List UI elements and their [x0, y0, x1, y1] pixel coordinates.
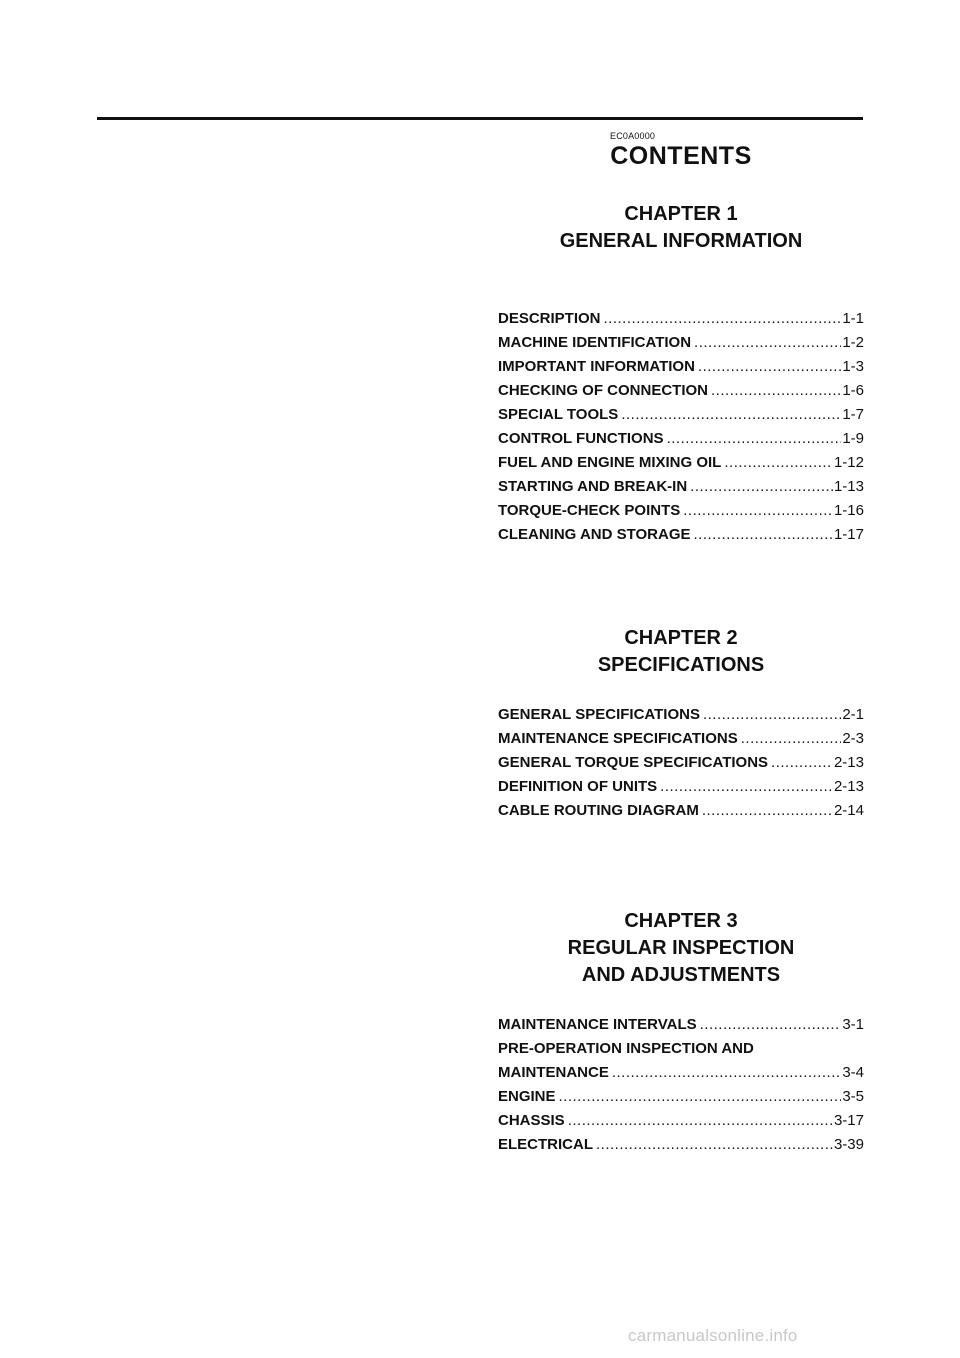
section-code: EC0A0000: [610, 131, 656, 141]
toc-entry-page: 2-3: [842, 730, 864, 747]
toc-entry-title: MACHINE IDENTIFICATION: [498, 334, 692, 351]
toc-leader: [596, 1136, 833, 1154]
toc-entry-title: FUEL AND ENGINE MIXING OIL: [498, 454, 722, 471]
toc-entry-title: MAINTENANCE SPECIFICATIONS: [498, 730, 738, 747]
toc-entry-page: 1-16: [833, 502, 864, 519]
toc-leader: [559, 1088, 842, 1106]
toc-entry[interactable]: [498, 448, 864, 472]
toc-entry-title: CHECKING OF CONNECTION: [498, 382, 708, 399]
toc-entry-page: 2-13: [833, 754, 864, 771]
toc-leader: [702, 802, 833, 820]
toc-entry-page: 1-6: [842, 382, 864, 399]
toc-entry-title: TORQUE-CHECK POINTS: [498, 502, 681, 519]
toc-entry[interactable]: [498, 352, 864, 376]
chapter-3-toc: [498, 1010, 864, 1154]
toc-entry-page: 2-1: [842, 706, 864, 723]
toc-entry[interactable]: [498, 328, 864, 352]
toc-entry-title: CLEANING AND STORAGE: [498, 526, 691, 543]
toc-entry-page: 3-4: [842, 1064, 864, 1081]
toc-entry-page: 1-3: [842, 358, 864, 375]
toc-entry-title: ENGINE: [498, 1088, 556, 1105]
toc-entry[interactable]: [498, 1130, 864, 1154]
toc-entry-page: 3-39: [833, 1136, 864, 1153]
toc-entry-page: 3-17: [833, 1112, 864, 1129]
toc-entry-title: DEFINITION OF UNITS: [498, 778, 658, 795]
toc-entry[interactable]: [498, 472, 864, 496]
toc-entry-title: PRE-OPERATION INSPECTION AND: [498, 1040, 754, 1057]
toc-leader: [683, 502, 833, 520]
toc-entry-title: MAINTENANCE INTERVALS: [498, 1016, 697, 1033]
toc-entry[interactable]: [498, 520, 864, 544]
toc-entry-page: 1-1: [842, 310, 864, 327]
toc-leader: [711, 382, 841, 400]
chapter-2-toc: [498, 700, 864, 820]
chapter-2-heading: [498, 625, 864, 679]
chapter-name: GENERAL INFORMATION: [559, 230, 803, 252]
toc-entry[interactable]: [498, 424, 864, 448]
toc-entry[interactable]: [498, 724, 864, 748]
toc-leader: [741, 730, 842, 748]
toc-leader: [667, 430, 842, 448]
toc-entry[interactable]: [498, 376, 864, 400]
chapter-number: CHAPTER 2: [624, 627, 738, 649]
chapter-3-heading: [498, 908, 864, 989]
toc-entry-title: MAINTENANCE: [498, 1064, 609, 1081]
toc-entry-page: 1-17: [833, 526, 864, 543]
toc-entry-title: CHASSIS: [498, 1112, 565, 1129]
toc-leader: [703, 706, 841, 724]
toc-entry[interactable]: [498, 700, 864, 724]
toc-entry-title: IMPORTANT INFORMATION: [498, 358, 695, 375]
toc-leader: [700, 1016, 842, 1034]
toc-entry[interactable]: [498, 1034, 864, 1058]
chapter-name: SPECIFICATIONS: [597, 654, 765, 676]
toc-entry-page: 1-7: [842, 406, 864, 423]
toc-entry-page: 3-1: [842, 1016, 864, 1033]
chapter-number: CHAPTER 1: [624, 203, 738, 225]
toc-entry[interactable]: [498, 400, 864, 424]
toc-leader: [568, 1112, 833, 1130]
toc-entry-page: 2-14: [833, 802, 864, 819]
toc-leader: [698, 358, 841, 376]
toc-entry-page: 1-12: [833, 454, 864, 471]
toc-entry[interactable]: [498, 1082, 864, 1106]
toc-entry[interactable]: [498, 1106, 864, 1130]
toc-entry[interactable]: [498, 796, 864, 820]
toc-entry-title: DESCRIPTION: [498, 310, 601, 327]
toc-entry[interactable]: [498, 772, 864, 796]
toc-entry-title: GENERAL TORQUE SPECIFICATIONS: [498, 754, 769, 771]
toc-entry-page: 1-2: [842, 334, 864, 351]
toc-entry-title: SPECIAL TOOLS: [498, 406, 619, 423]
toc-entry-page: 1-9: [842, 430, 864, 447]
toc-entry[interactable]: [498, 1058, 864, 1082]
toc-leader: [690, 478, 833, 496]
toc-entry-title: CONTROL FUNCTIONS: [498, 430, 664, 447]
page-title: CONTENTS: [610, 142, 752, 170]
toc-leader: [694, 526, 833, 544]
toc-leader: [604, 310, 842, 328]
top-rule: [97, 117, 863, 120]
toc-entry[interactable]: [498, 496, 864, 520]
toc-leader: [612, 1064, 841, 1082]
chapter-name-line-2: AND ADJUSTMENTS: [581, 964, 781, 986]
toc-entry[interactable]: [498, 1010, 864, 1034]
toc-leader: [694, 334, 841, 352]
chapter-1-heading: [498, 201, 864, 255]
toc-entry-page: 3-5: [842, 1088, 864, 1105]
toc-entry-title: GENERAL SPECIFICATIONS: [498, 706, 700, 723]
toc-entry-title: CABLE ROUTING DIAGRAM: [498, 802, 699, 819]
toc-leader: [660, 778, 833, 796]
toc-leader: [771, 754, 833, 772]
toc-entry-title: STARTING AND BREAK-IN: [498, 478, 688, 495]
toc-entry[interactable]: [498, 748, 864, 772]
toc-entry-page: 1-13: [833, 478, 864, 495]
toc-entry-title: ELECTRICAL: [498, 1136, 593, 1153]
toc-entry-page: 2-13: [833, 778, 864, 795]
chapter-name: REGULAR INSPECTION: [567, 937, 795, 959]
watermark-link[interactable]: carmanualsonline.info: [628, 1326, 798, 1345]
toc-leader: [724, 454, 833, 472]
toc-leader: [621, 406, 841, 424]
chapter-1-toc: [498, 304, 864, 544]
chapter-number: CHAPTER 3: [624, 910, 738, 932]
toc-entry[interactable]: [498, 304, 864, 328]
